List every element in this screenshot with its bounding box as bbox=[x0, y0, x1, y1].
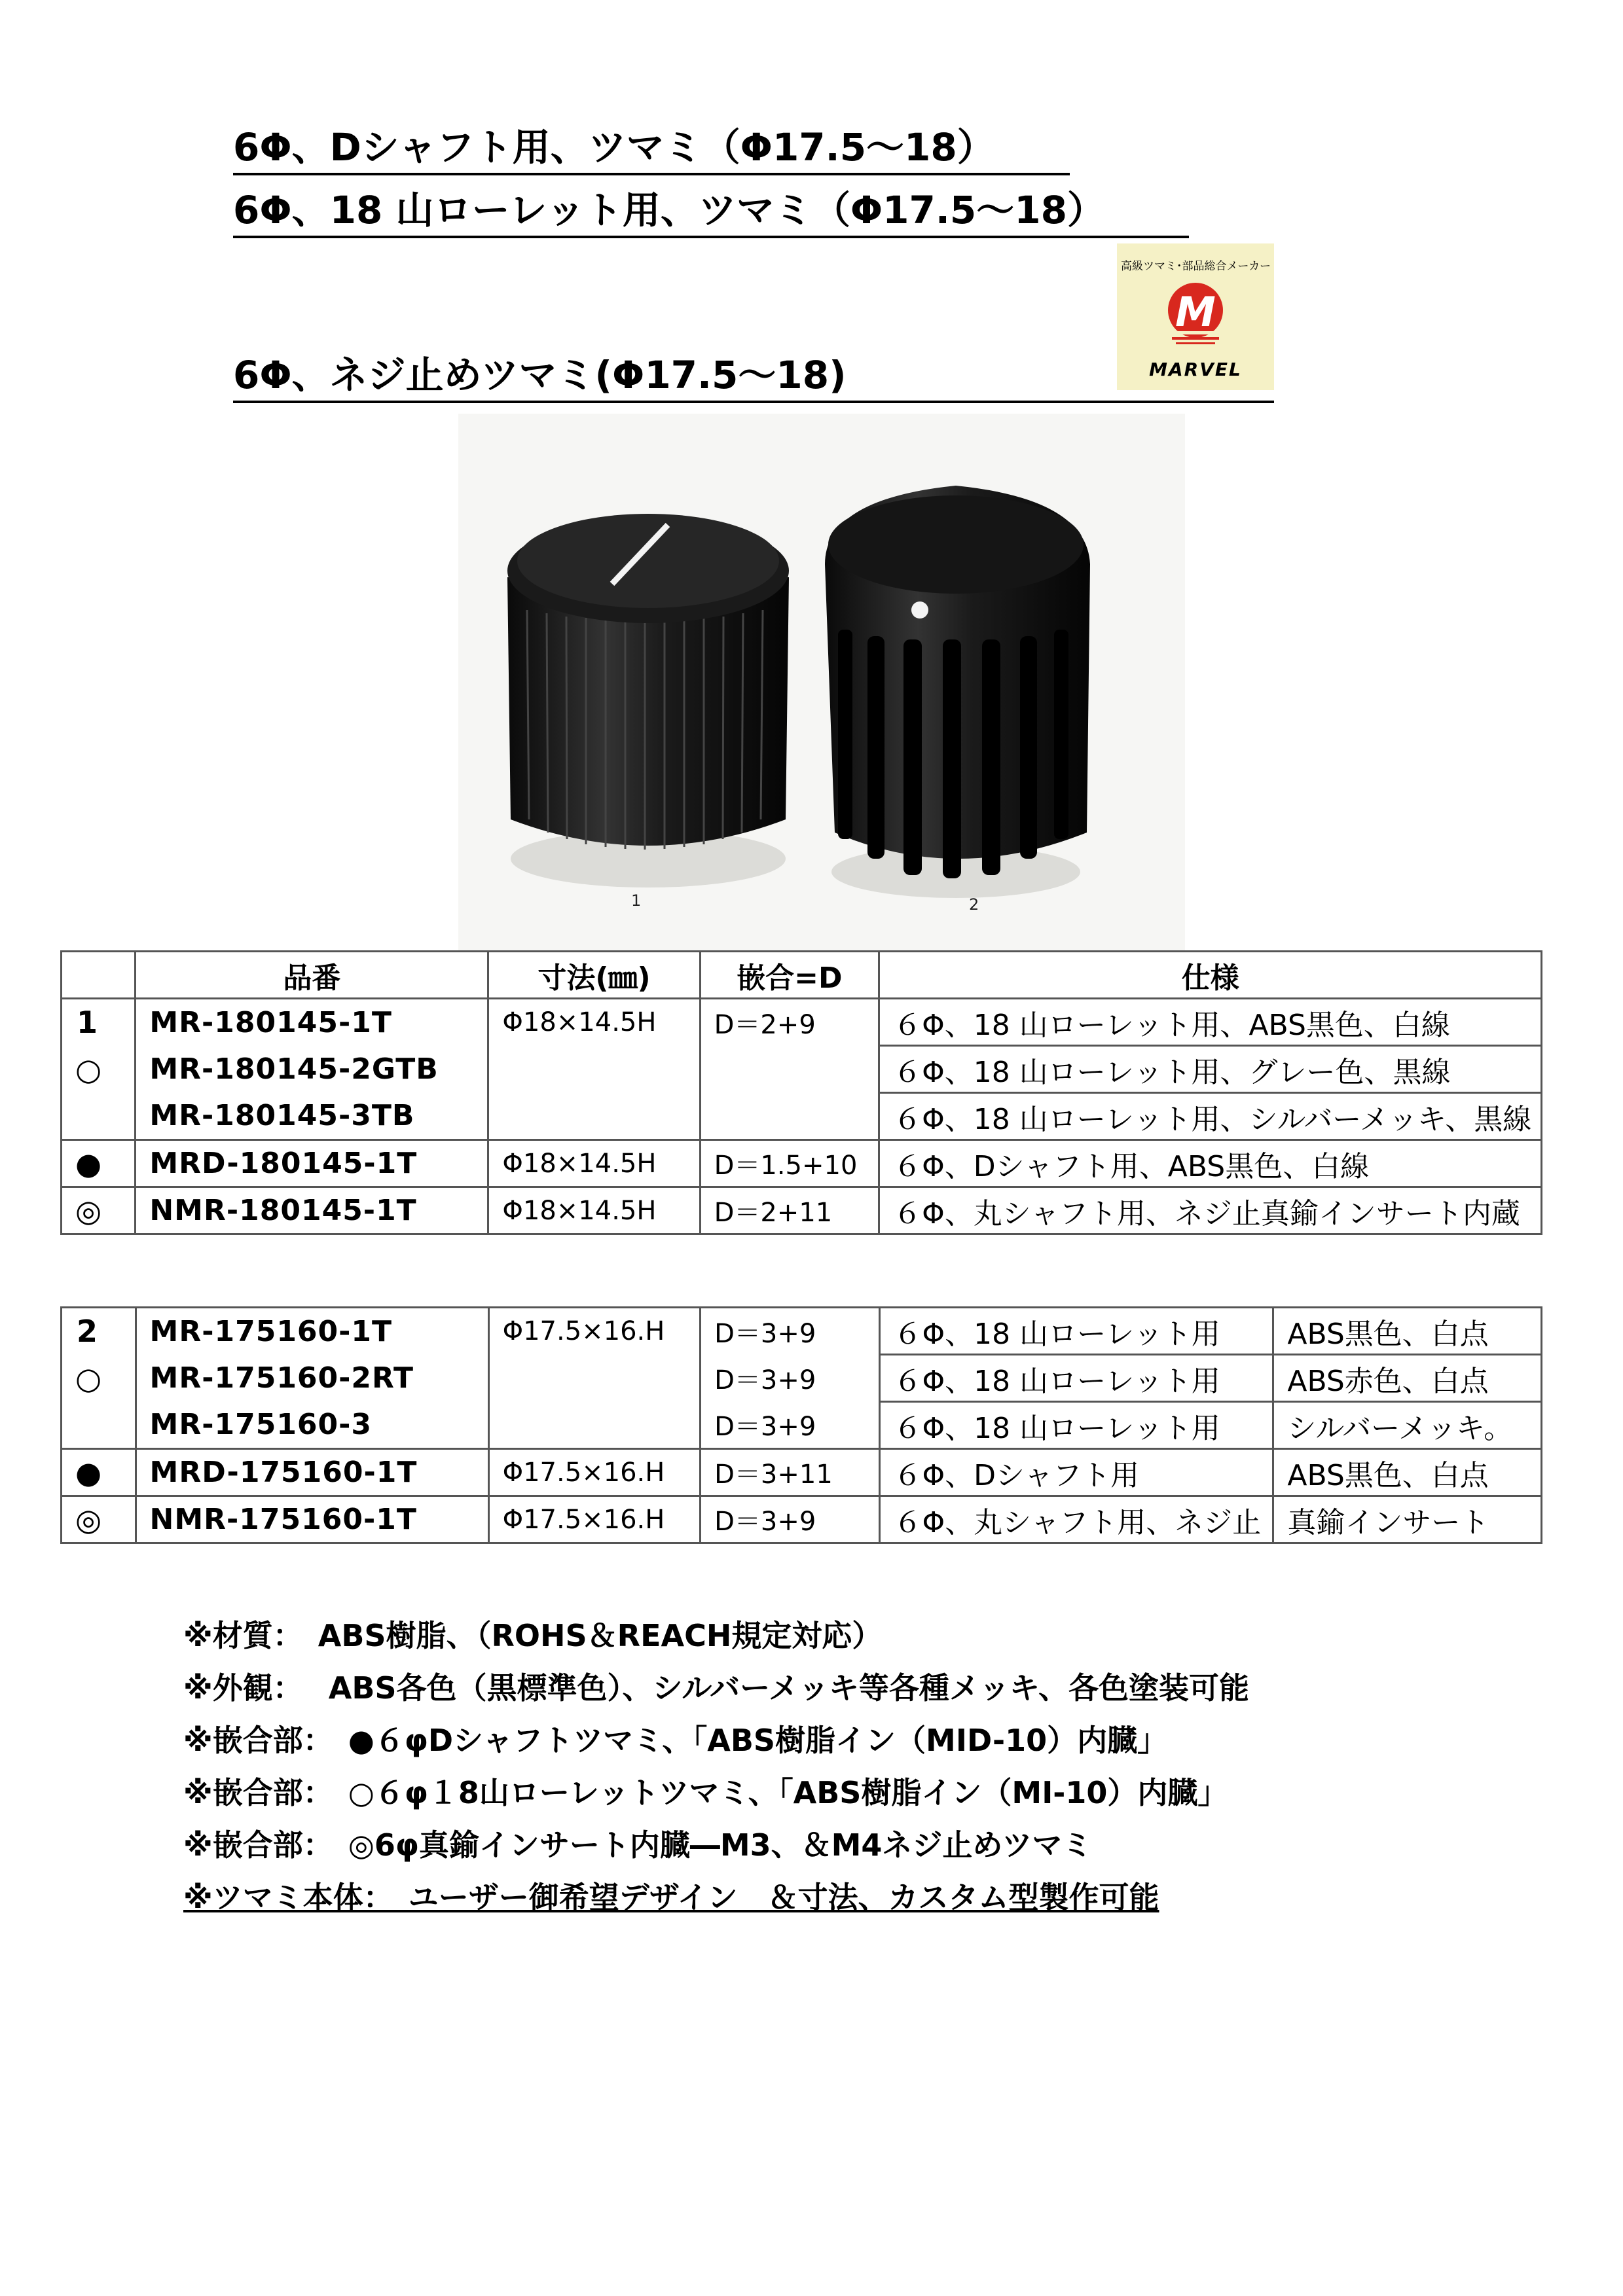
fit: D＝1.5+10 bbox=[700, 1140, 879, 1187]
part-number: MR-180145-2GTB bbox=[136, 1046, 488, 1093]
dimension bbox=[488, 1046, 700, 1093]
note-fit-brass: ※嵌合部： ◎6φ真鍮インサート内臓―M3、＆M4ネジ止めツマミ bbox=[183, 1827, 1093, 1863]
fit: D＝3+9 bbox=[701, 1355, 879, 1402]
heading-underline bbox=[233, 401, 1274, 403]
specification: ６Φ、丸シャフト用、ネジ止真鍮インサート内蔵 bbox=[879, 1187, 1542, 1234]
specification: ６Φ、18 山ローレット用、グレー色、黒線 bbox=[879, 1046, 1542, 1093]
heading-underline bbox=[233, 236, 1189, 238]
fit: D＝3+9 bbox=[701, 1496, 879, 1543]
spec-table-1 bbox=[60, 950, 1542, 1235]
row-marker: ○ bbox=[62, 1046, 136, 1093]
table-row bbox=[62, 999, 1542, 1046]
part-number: MR-175160-3 bbox=[136, 1402, 488, 1449]
logo-brand: MARVEL bbox=[1149, 359, 1242, 380]
color-finish: ABS赤色、白点 bbox=[1273, 1355, 1542, 1402]
note-material: ※材質： ABS樹脂、（ROHS＆REACH規定対応） bbox=[183, 1618, 883, 1653]
table-header-row bbox=[62, 952, 1542, 999]
part-number: MR-180145-1T bbox=[136, 999, 488, 1046]
marvel-m-icon bbox=[1163, 276, 1228, 355]
table-row bbox=[62, 1449, 1542, 1496]
marvel-logo bbox=[1117, 243, 1274, 390]
specification: ６Φ、Dシャフト用、ABS黒色、白線 bbox=[879, 1140, 1542, 1187]
row-marker: ● bbox=[62, 1140, 136, 1187]
row-marker: ○ bbox=[62, 1355, 136, 1402]
part-number: MR-175160-1T bbox=[136, 1308, 488, 1355]
header-cell: 仕様 bbox=[879, 952, 1542, 999]
dimension: Φ17.5×16.H bbox=[488, 1308, 701, 1355]
knob-1-image bbox=[507, 514, 789, 888]
color-finish: シルバーメッキ。 bbox=[1273, 1402, 1542, 1449]
specification: ６Φ、丸シャフト用、ネジ止 bbox=[879, 1496, 1273, 1543]
specification: ６Φ、18 山ローレット用、ABS黒色、白線 bbox=[879, 999, 1542, 1046]
photo-label-2: 2 bbox=[969, 895, 979, 914]
dimension: Φ18×14.5H bbox=[488, 1140, 700, 1187]
product-photo bbox=[458, 414, 1185, 950]
part-number: NMR-180145-1T bbox=[136, 1187, 488, 1234]
specification: ６Φ、18 山ローレット用 bbox=[879, 1355, 1273, 1402]
table-row bbox=[62, 1496, 1542, 1543]
table-row bbox=[62, 1046, 1542, 1093]
row-marker: ● bbox=[62, 1449, 136, 1496]
row-marker: 1 bbox=[62, 999, 136, 1046]
fit: D＝2+9 bbox=[700, 999, 879, 1046]
note-fit-knurl: ※嵌合部： ○６φ１8山ローレットツマミ、｢ABS樹脂イン（MI-10）内臓｣ bbox=[183, 1775, 1213, 1810]
note-custom: ※ツマミ本体： ユーザー御希望デザイン ＆寸法、カスタム型製作可能 bbox=[183, 1880, 1159, 1915]
part-number: MR-175160-2RT bbox=[136, 1355, 488, 1402]
svg-text:M: M bbox=[1175, 288, 1216, 336]
dimension: Φ18×14.5H bbox=[488, 999, 700, 1046]
part-number: MRD-175160-1T bbox=[136, 1449, 488, 1496]
color-finish: 真鍮インサート bbox=[1273, 1496, 1542, 1543]
table-row bbox=[62, 1355, 1542, 1402]
heading-knurl: 6Φ、18 山ローレット用、ツマミ（Φ17.5～18） bbox=[233, 188, 1105, 232]
dimension bbox=[488, 1093, 700, 1140]
fit: D＝3+9 bbox=[701, 1308, 879, 1355]
heading-d-shaft: 6Φ、Dシャフト用、ツマミ（Φ17.5～18） bbox=[233, 125, 995, 170]
table-row bbox=[62, 1093, 1542, 1140]
table-row bbox=[62, 1140, 1542, 1187]
note-appearance: ※外観： ABS各色（黒標準色）、シルバーメッキ等各種メッキ、各色塗装可能 bbox=[183, 1670, 1250, 1706]
header-cell: 嵌合=D bbox=[700, 952, 879, 999]
row-marker: 2 bbox=[62, 1308, 136, 1355]
fit: D＝2+11 bbox=[700, 1187, 879, 1234]
logo-caption: 高級ツマミ･部品総合メーカー bbox=[1121, 260, 1271, 273]
specification: ６Φ、18 山ローレット用 bbox=[879, 1308, 1273, 1355]
heading-underline bbox=[233, 173, 1070, 175]
heading-screw: 6Φ、ネジ止めツマミ(Φ17.5～18) bbox=[233, 353, 847, 397]
note-fit-d-shaft: ※嵌合部： ●６φDシャフトツマミ、｢ABS樹脂イン（MID-10）内臓｣ bbox=[183, 1723, 1153, 1758]
fit bbox=[700, 1093, 879, 1140]
row-marker: ◎ bbox=[62, 1496, 136, 1543]
fit bbox=[700, 1046, 879, 1093]
dimension: Φ17.5×16.H bbox=[488, 1449, 701, 1496]
specification: ６Φ、18 山ローレット用、シルバーメッキ、黒線 bbox=[879, 1093, 1542, 1140]
fit: D＝3+11 bbox=[701, 1449, 879, 1496]
part-number: NMR-175160-1T bbox=[136, 1496, 488, 1543]
dimension: Φ17.5×16.H bbox=[488, 1496, 701, 1543]
table-row bbox=[62, 1402, 1542, 1449]
row-marker bbox=[62, 1402, 136, 1449]
part-number: MR-180145-3TB bbox=[136, 1093, 488, 1140]
part-number: MRD-180145-1T bbox=[136, 1140, 488, 1187]
photo-label-1: 1 bbox=[631, 891, 642, 910]
header-cell: 寸法(㎜) bbox=[488, 952, 700, 999]
dimension bbox=[488, 1402, 701, 1449]
color-finish: ABS黒色、白点 bbox=[1273, 1308, 1542, 1355]
header-cell bbox=[62, 952, 136, 999]
row-marker: ◎ bbox=[62, 1187, 136, 1234]
specification: ６Φ、Dシャフト用 bbox=[879, 1449, 1273, 1496]
dimension: Φ18×14.5H bbox=[488, 1187, 700, 1234]
table-row bbox=[62, 1308, 1542, 1355]
knob-photo-image bbox=[458, 414, 1185, 950]
specification: ６Φ、18 山ローレット用 bbox=[879, 1402, 1273, 1449]
dimension bbox=[488, 1355, 701, 1402]
color-finish: ABS黒色、白点 bbox=[1273, 1449, 1542, 1496]
spec-table-2 bbox=[60, 1306, 1542, 1544]
knob-2-image bbox=[825, 486, 1090, 898]
table-row bbox=[62, 1187, 1542, 1234]
row-marker bbox=[62, 1093, 136, 1140]
fit: D＝3+9 bbox=[701, 1402, 879, 1449]
header-cell: 品番 bbox=[136, 952, 488, 999]
